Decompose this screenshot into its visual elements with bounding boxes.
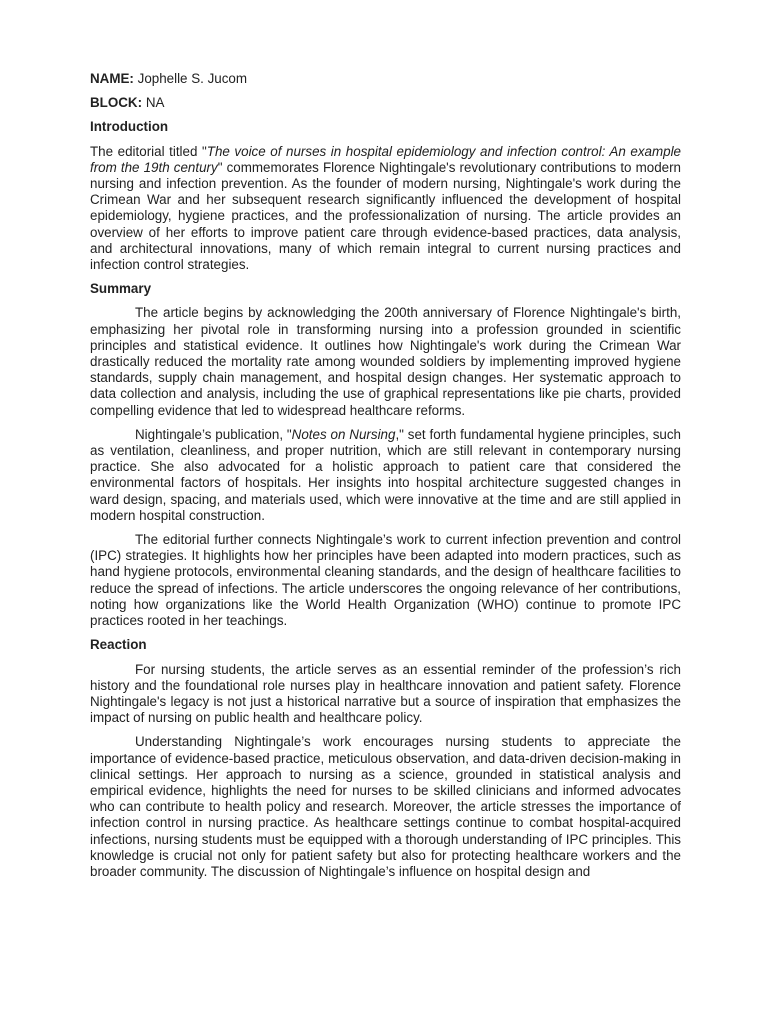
summary-heading: Summary — [90, 281, 152, 297]
introduction-paragraph — [90, 144, 681, 274]
intro-text-post: " commemorates Florence Nightingale's revolutionary contributions to modern nursing and infection prevention. As the founder of modern nursing, Nightingale's work during the Crimean War and her subsequent research significantly influenced the development of hospital epidemiology, hygiene practices, and the professionalization of nursing. The article provides an overview of her efforts to improve patient care through evidence-based practices, data analysis, and architectural innovations, many of which remain integral to current nursing practices and infection control strategies. — [90, 159, 681, 273]
introduction-heading: Introduction — [90, 119, 169, 135]
summary-paragraph-3: The editorial further connects Nightingale’s work to current infection prevention and control (IPC) strategies. It highlights how her principles have been adapted into modern practices, such as hand hygiene protocols, environmental cleaning standards, and the design of healthcare facilities to reduce the spread of infections. The article underscores the ongoing relevance of her contributions, noting how organizations like the World Health Organization (WHO) continue to promote IPC practices rooted in her teachings. — [90, 532, 681, 629]
block-label: BLOCK: — [90, 95, 143, 111]
editorial-title: The voice of nurses in hospital epidemiology and infection control: An example from the 19th century — [90, 143, 681, 175]
name-label: NAME: — [90, 71, 134, 86]
reaction-paragraph-1: For nursing students, the article serves as an essential reminder of the profession’s rich history and the foundational role nurses play in healthcare innovation and patient safety. Florence Nightingale's legacy is not just a historical narrative but a source of inspiration that emphasizes the impact of nursing on public health and healthcare policy. — [90, 661, 681, 726]
publication-title: Notes on Nursing — [291, 426, 396, 442]
name-value: Jophelle S. Jucom — [137, 71, 248, 86]
block-field — [90, 95, 681, 111]
reaction-paragraph-2: Understanding Nightingale’s work encourages nursing students to appreciate the importance of evidence-based practice, meticulous observation, and data-driven decision-making in clinical settings. Her approach to nursing as a science, grounded in statistical analysis and empirical evidence, highlights the need for nurses to be skilled clinicians and informed advocates who can contribute to health policy and research. Moreover, the article stresses the importance of infection control in nursing practice. As healthcare settings continue to combat hospital-acquired infections, nursing students must be equipped with a thorough understanding of IPC principles. This knowledge is crucial not only for patient safety but also for protecting healthcare workers and the broader community. The discussion of Nightingale’s influence on hospital design and — [90, 734, 681, 879]
intro-text-pre: The editorial titled " — [90, 143, 207, 159]
block-value: NA — [145, 95, 165, 111]
summary-paragraph-2 — [90, 427, 681, 524]
summary-paragraph-1: The article begins by acknowledging the 200th anniversary of Florence Nightingale's birth, emphasizing her pivotal role in transforming nursing into a profession grounded in scientific principles and statistical evidence. It outlines how Nightingale's work during the Crimean War drastically reduced the mortality rate among wounded soldiers by implementing improved hygiene standards, supply chain management, and hospital design changes. Her systematic approach to data collection and analysis, including the use of graphical representations like pie charts, provided compelling evidence that led to widespread healthcare reforms. — [90, 305, 681, 418]
summary-p2-pre: Nightingale’s publication, " — [135, 426, 292, 442]
reaction-heading: Reaction — [90, 637, 147, 653]
summary-p2-post: ," set forth fundamental hygiene principles, such as ventilation, cleanliness, and proper nutrition, which are still relevant in contemporary nursing practice. She also advocated for a holistic approach to patient care that considered the environmental factors of hospitals. Her insights into hospital architecture suggested changes in ward design, spacing, and materials used, which were innovative at the time and are still applied in modern hospital construction. — [90, 426, 681, 523]
name-field — [90, 71, 681, 87]
